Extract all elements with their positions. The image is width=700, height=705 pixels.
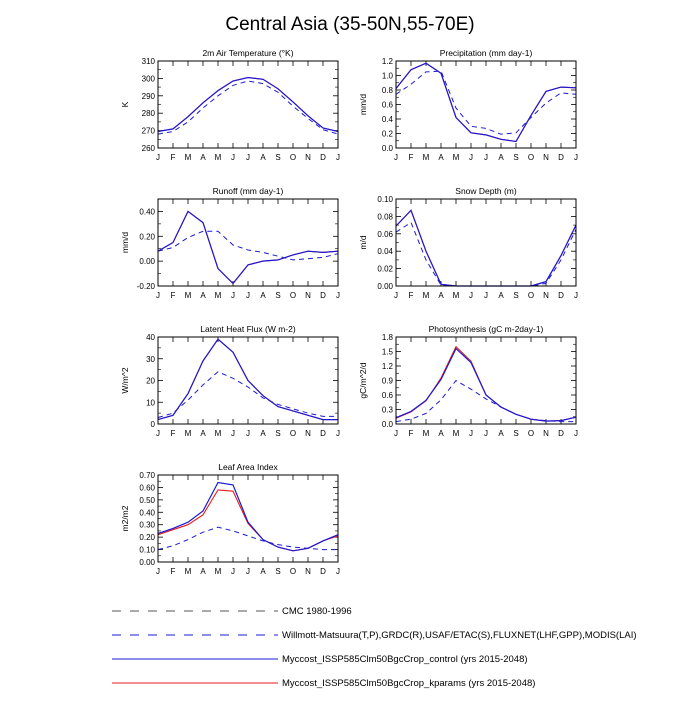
x-tick-label: F <box>408 153 414 162</box>
x-tick-label: M <box>422 429 430 438</box>
y-tick-label: 1.5 <box>381 347 393 357</box>
y-tick-label: 0.60 <box>139 483 155 493</box>
x-tick-label: A <box>260 291 266 300</box>
x-tick-label: F <box>408 291 414 300</box>
x-tick-label: O <box>527 429 535 438</box>
y-tick-label: 0.40 <box>139 207 155 217</box>
legend <box>112 606 637 689</box>
x-tick-label: M <box>422 291 430 300</box>
x-tick-label: A <box>260 153 266 162</box>
x-tick-label: M <box>422 153 430 162</box>
series-line-2 <box>158 211 338 283</box>
x-tick-label: O <box>527 153 535 162</box>
x-tick-label: M <box>214 153 222 162</box>
y-tick-label: 1.2 <box>381 57 393 66</box>
panels <box>120 48 578 576</box>
panel-5 <box>120 324 340 438</box>
x-tick-label: J <box>231 429 235 438</box>
x-tick-label: J <box>246 291 250 300</box>
x-tick-label: J <box>156 429 160 438</box>
y-tick-label: 310 <box>141 57 155 66</box>
panel-title: Latent Heat Flux (W m-2) <box>200 324 296 334</box>
y-tick-label: 0.10 <box>139 545 155 555</box>
y-tick-label: 0.6 <box>381 100 393 110</box>
panel-title: Precipitation (mm day-1) <box>439 48 533 58</box>
y-axis-label: K <box>120 101 130 108</box>
y-axis-label: mm/d <box>120 231 130 254</box>
x-tick-label: A <box>438 153 444 162</box>
y-tick-label: 1.8 <box>381 333 393 342</box>
x-tick-label: M <box>184 153 192 162</box>
y-tick-label: 0.0 <box>381 420 393 429</box>
y-tick-label: 270 <box>141 126 155 136</box>
x-tick-label: J <box>156 153 160 162</box>
series-line-3 <box>158 339 338 419</box>
x-tick-label: A <box>438 429 444 438</box>
plot-frame <box>158 475 338 562</box>
y-tick-label: 0.30 <box>139 520 155 530</box>
x-tick-label: J <box>231 291 235 300</box>
y-tick-label: 0.8 <box>381 86 393 95</box>
x-tick-label: J <box>246 429 250 438</box>
panel-title: 2m Air Temperature (°K) <box>202 48 294 58</box>
x-tick-label: M <box>452 153 460 162</box>
panel-title: Runoff (mm day-1) <box>212 186 284 196</box>
plot-frame <box>158 199 338 286</box>
y-tick-label: 1.0 <box>381 71 393 81</box>
x-tick-label: J <box>394 153 398 162</box>
y-axis-label: m2/m2 <box>120 505 130 532</box>
x-tick-label: D <box>320 429 326 438</box>
panel-3 <box>120 186 340 300</box>
x-tick-label: M <box>214 567 222 576</box>
x-tick-label: S <box>513 291 519 300</box>
x-tick-label: S <box>275 567 281 576</box>
series-line-1 <box>396 381 576 422</box>
x-tick-label: J <box>469 153 473 162</box>
y-tick-label: 300 <box>141 74 155 84</box>
x-tick-label: N <box>305 567 311 576</box>
x-tick-label: F <box>170 291 176 300</box>
x-tick-label: M <box>184 291 192 300</box>
x-tick-label: A <box>200 429 206 438</box>
x-tick-label: N <box>543 153 549 162</box>
y-tick-label: 0.04 <box>377 247 393 257</box>
x-tick-label: A <box>260 567 266 576</box>
x-tick-label: A <box>498 153 504 162</box>
y-tick-label: 0 <box>150 420 155 429</box>
x-tick-label: F <box>170 153 176 162</box>
x-tick-label: J <box>484 153 488 162</box>
x-tick-label: A <box>200 153 206 162</box>
x-tick-label: A <box>498 291 504 300</box>
x-tick-label: O <box>289 429 297 438</box>
y-tick-label: 0.10 <box>377 195 393 204</box>
x-tick-label: S <box>275 153 281 162</box>
x-tick-label: D <box>558 291 564 300</box>
y-tick-label: 0.06 <box>377 229 393 239</box>
legend-label-1: CMC 1980-1996 <box>282 606 352 617</box>
panel-4 <box>358 186 578 300</box>
y-tick-label: 0.4 <box>381 115 393 124</box>
x-tick-label: N <box>543 429 549 438</box>
x-tick-label: J <box>484 291 488 300</box>
x-tick-label: M <box>184 429 192 438</box>
x-tick-label: J <box>469 291 473 300</box>
y-axis-label: W/m^2 <box>120 367 130 394</box>
x-tick-label: D <box>320 567 326 576</box>
panel-2 <box>358 48 578 162</box>
x-tick-label: J <box>231 153 235 162</box>
y-tick-label: 0.00 <box>139 257 155 267</box>
series-line-3 <box>158 211 338 283</box>
x-tick-label: N <box>305 153 311 162</box>
x-tick-label: D <box>320 153 326 162</box>
x-tick-label: A <box>438 291 444 300</box>
y-axis-label: m/d <box>358 235 368 250</box>
series-line-2 <box>396 210 576 286</box>
x-tick-label: J <box>246 567 250 576</box>
series-line-1 <box>158 231 338 260</box>
panel-title: Leaf Area Index <box>218 462 278 472</box>
x-tick-label: F <box>408 429 414 438</box>
y-tick-label: -0.20 <box>136 282 155 291</box>
x-tick-label: J <box>574 291 578 300</box>
y-tick-label: 0.50 <box>139 495 155 505</box>
x-tick-label: O <box>289 153 297 162</box>
x-tick-label: S <box>513 153 519 162</box>
y-tick-label: 0.70 <box>139 471 155 480</box>
y-tick-label: 0.00 <box>377 282 393 291</box>
y-tick-label: 0.00 <box>139 558 155 567</box>
x-tick-label: J <box>469 429 473 438</box>
x-tick-label: J <box>156 291 160 300</box>
series-line-3 <box>396 63 576 141</box>
x-tick-label: O <box>289 567 297 576</box>
panel-title: Photosynthesis (gC m-2day-1) <box>428 324 544 334</box>
x-tick-label: O <box>527 291 535 300</box>
legend-label-4: Myccost_ISSP585Clm50BgcCrop_kparams (yrs 2015-2048) <box>282 678 536 689</box>
y-tick-label: 290 <box>141 91 155 101</box>
panel-title: Snow Depth (m) <box>455 186 517 196</box>
x-tick-label: S <box>275 429 281 438</box>
x-tick-label: D <box>320 291 326 300</box>
x-tick-label: J <box>336 291 340 300</box>
x-tick-label: A <box>200 291 206 300</box>
series-line-2 <box>158 490 338 551</box>
y-tick-label: 20 <box>146 376 155 386</box>
x-tick-label: F <box>170 567 176 576</box>
x-tick-label: N <box>305 429 311 438</box>
y-tick-label: 0.40 <box>139 508 155 518</box>
x-tick-label: S <box>513 429 519 438</box>
x-tick-label: J <box>574 429 578 438</box>
x-tick-label: D <box>558 153 564 162</box>
y-tick-label: 280 <box>141 109 155 119</box>
x-tick-label: M <box>452 429 460 438</box>
main-title: Central Asia (35-50N,55-70E) <box>225 14 475 35</box>
legend-label-3: Myccost_ISSP585Clm50BgcCrop_control (yrs 2015-2048) <box>282 654 528 665</box>
x-tick-label: M <box>214 429 222 438</box>
x-tick-label: J <box>336 567 340 576</box>
x-tick-label: J <box>156 567 160 576</box>
x-tick-label: M <box>214 291 222 300</box>
x-tick-label: J <box>336 153 340 162</box>
y-tick-label: 0.3 <box>381 405 393 415</box>
panel-1 <box>120 48 340 162</box>
y-tick-label: 10 <box>146 398 155 408</box>
x-tick-label: N <box>543 291 549 300</box>
y-tick-label: 0.2 <box>381 129 393 139</box>
plot-frame <box>158 61 338 148</box>
y-axis-label: gC/m^2/d <box>358 362 368 399</box>
y-tick-label: 0.9 <box>381 376 393 386</box>
y-tick-label: 0.6 <box>381 391 393 400</box>
x-tick-label: J <box>484 429 488 438</box>
x-tick-label: D <box>558 429 564 438</box>
x-tick-label: J <box>246 153 250 162</box>
y-tick-label: 0.08 <box>377 212 393 222</box>
y-tick-label: 1.2 <box>381 362 393 371</box>
x-tick-label: N <box>305 291 311 300</box>
x-tick-label: M <box>452 291 460 300</box>
y-axis-label: mm/d <box>358 93 368 116</box>
series-line-3 <box>396 210 576 286</box>
legend-label-2: Willmott-Matsuura(T,P),GRDC(R),USAF/ETAC(S),FLUXNET(LHF,GPP),MODIS(LAI) <box>282 630 637 641</box>
x-tick-label: J <box>394 429 398 438</box>
series-line-1 <box>396 71 576 134</box>
y-tick-label: 0.02 <box>377 264 393 274</box>
y-tick-label: 260 <box>141 144 155 153</box>
x-tick-label: A <box>260 429 266 438</box>
series-line-2 <box>396 347 576 421</box>
series-line-1 <box>158 372 338 418</box>
x-tick-label: M <box>184 567 192 576</box>
x-tick-label: O <box>289 291 297 300</box>
series-line-3 <box>396 349 576 422</box>
x-tick-label: A <box>200 567 206 576</box>
y-tick-label: 40 <box>146 333 155 342</box>
y-tick-label: 0.20 <box>139 232 155 242</box>
panel-6 <box>358 324 578 438</box>
x-tick-label: A <box>498 429 504 438</box>
x-tick-label: J <box>336 429 340 438</box>
plot-frame <box>396 337 576 424</box>
panel-7 <box>120 462 340 576</box>
x-tick-label: J <box>394 291 398 300</box>
series-line-2 <box>396 63 576 141</box>
x-tick-label: S <box>275 291 281 300</box>
x-tick-label: J <box>231 567 235 576</box>
x-tick-label: J <box>574 153 578 162</box>
series-line-1 <box>158 81 338 134</box>
y-tick-label: 30 <box>146 354 155 364</box>
x-tick-label: F <box>170 429 176 438</box>
y-tick-label: 0.20 <box>139 533 155 543</box>
y-tick-label: 0.0 <box>381 144 393 153</box>
